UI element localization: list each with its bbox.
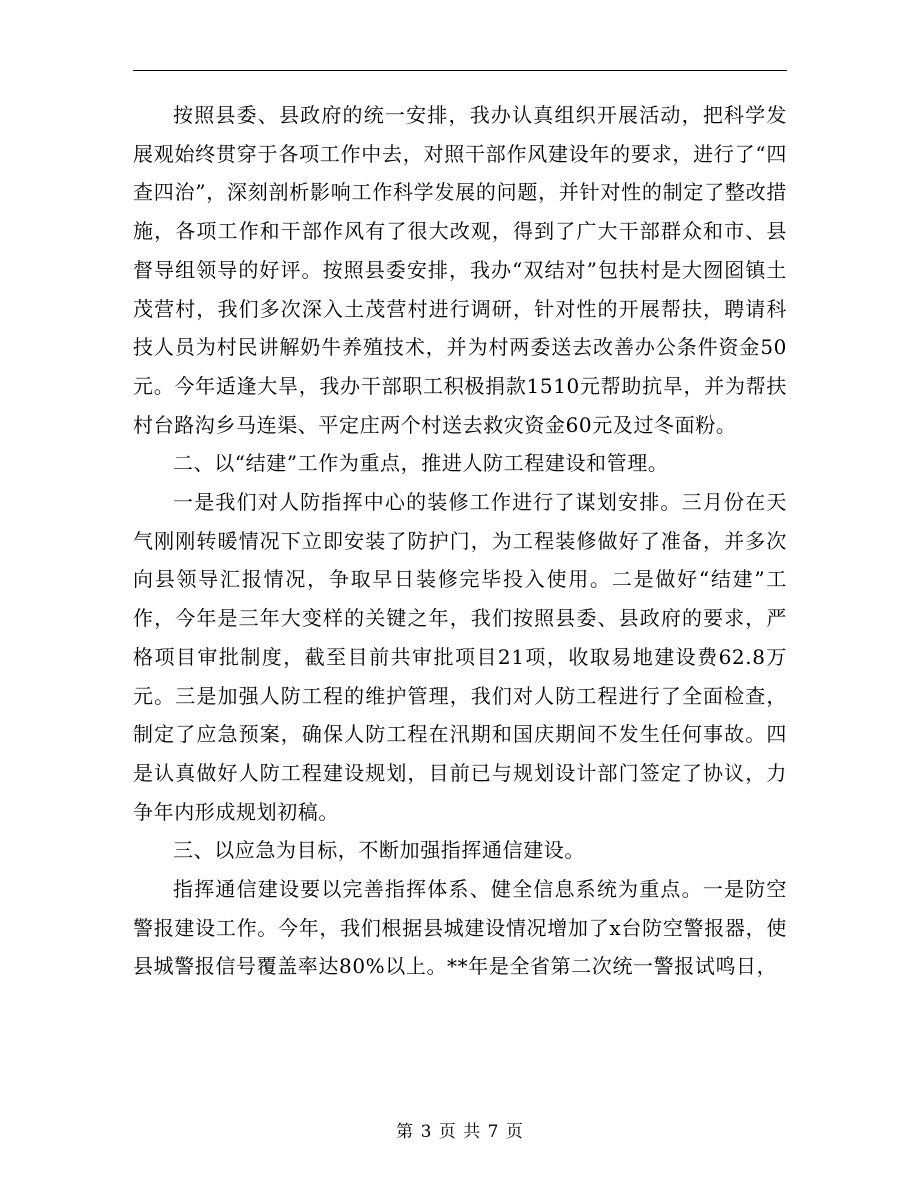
page-footer: 第 3 页 共 7 页: [396, 1122, 524, 1142]
header-rule: [133, 70, 787, 71]
paragraph: 按照县委、县政府的统一安排，我办认真组织开展活动，把科学发展观始终贯穿于各项工作中去，对照干部作风建设年的要求，进行了“四查四治”，深刻剖析影响工作科学发展的问题，并针对性的制定了整改措施，各项工作和干部作风有了很大改观，得到了广大干部群众和市、县督导组领导的好评。按照县委安排，我办“双结对”包扶村是大囫囵镇土茂营村，我们多次深入土茂营村进行调研，针对性的开展帮扶，聘请科技人员为村民讲解奶牛养殖技术，并为村两委送去改善办公条件资金50元。今年适逢大旱，我办干部职工积极捐款1510元帮助抗旱，并为帮扶村台路沟乡马连渠、平定庄两个村送去救灾资金60元及过冬面粉。: [133, 103, 787, 437]
paragraph: 指挥通信建设要以完善指挥体系、健全信息系统为重点。一是防空警报建设工作。今年，我们根据县城建设情况增加了x台防空警报器，使县城警报信号覆盖率达80%以上。**年是全省第二次统一警报试鸣日，: [133, 877, 787, 979]
paragraph: 一是我们对人防指挥中心的装修工作进行了谋划安排。三月份在天气刚刚转暖情况下立即安装了防护门，为工程装修做好了准备，并多次向县领导汇报情况，争取早日装修完毕投入使用。二是做好“结建”工作，今年是三年大变样的关键之年，我们按照县委、县政府的要求，严格项目审批制度，截至目前共审批项目21项，收取易地建设费62.8万元。三是加强人防工程的维护管理，我们对人防工程进行了全面检查，制定了应急预案，确保人防工程在汛期和国庆期间不发生任何事故。四是认真做好人防工程建设规划，目前已与规划设计部门签定了协议，力争年内形成规划初稿。: [133, 490, 787, 824]
document-body: [133, 96, 787, 986]
section-heading: 二、以“结建”工作为重点，推进人防工程建设和管理。: [173, 451, 669, 476]
section-heading: 三、以应急为目标，不断加强指挥通信建设。: [173, 838, 585, 863]
